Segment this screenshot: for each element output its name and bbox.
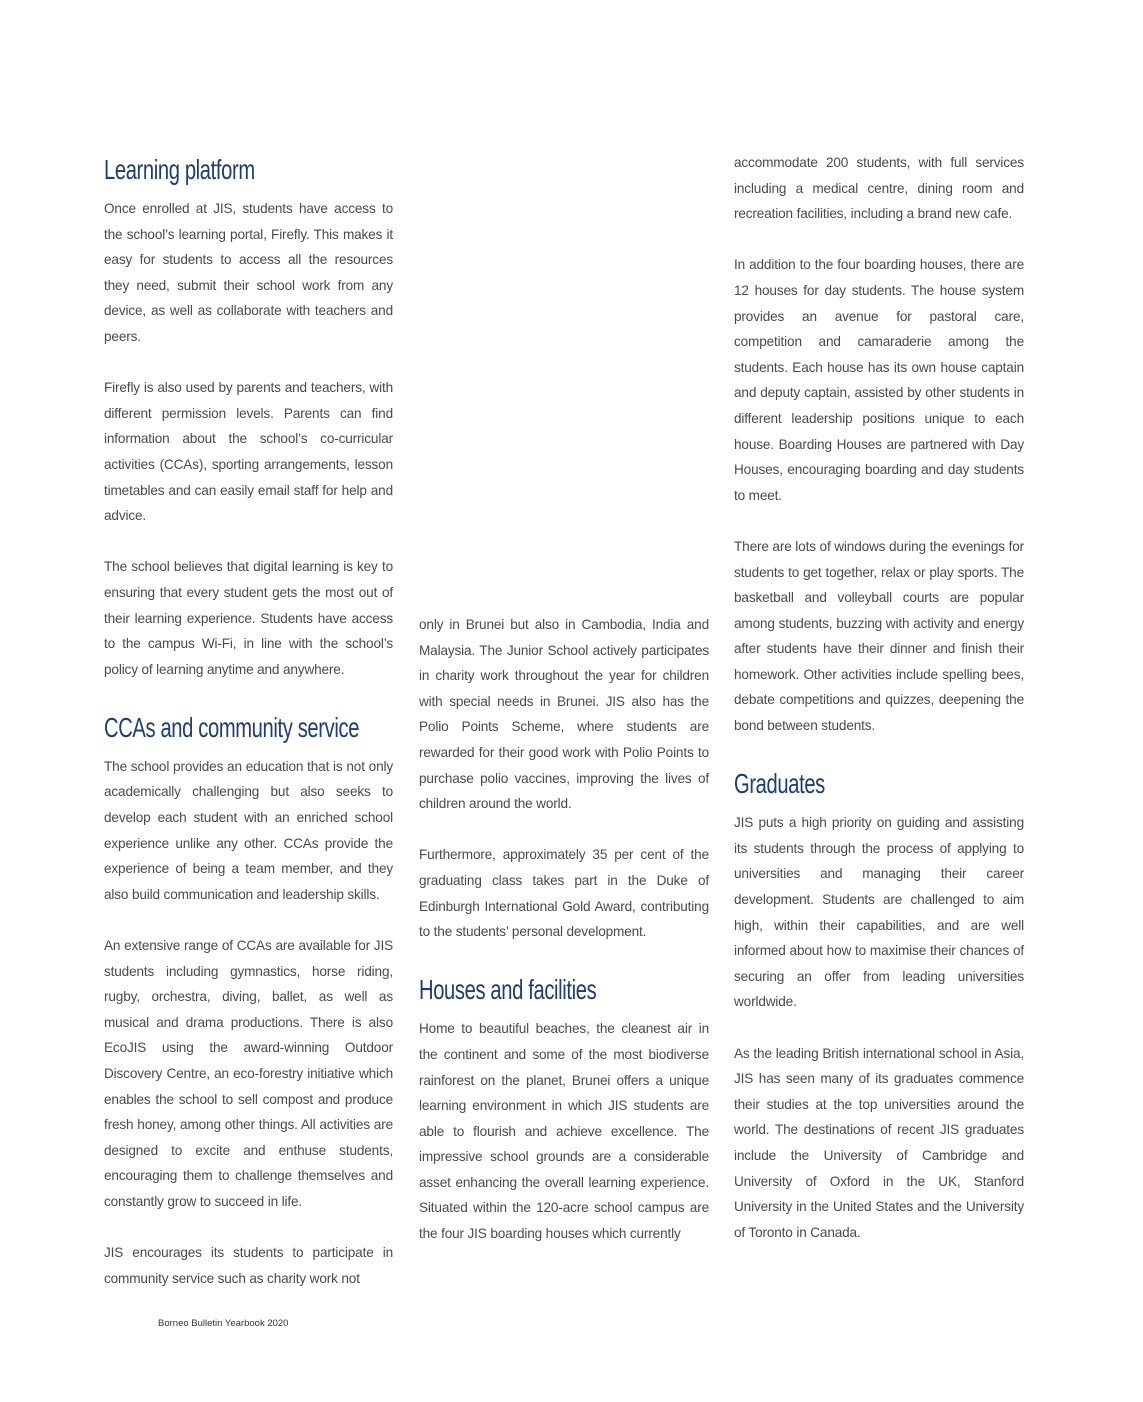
heading-houses-facilities: Houses and facilities — [419, 974, 597, 1006]
paragraph: Firefly is also used by parents and teachers, with different permission levels. Parents can find information about the school’s co-curricular activities (CCAs), sporting arrangements, lesson timetables and can easily email staff for help and advice. — [104, 380, 393, 524]
paragraph: The school believes that digital learning is key to ensuring that every student gets the most out of their learning experience. Students have access to the campus Wi-Fi, in line with the school’s policy of learning anytime and anywhere. — [104, 559, 393, 677]
paragraph: As the leading British international school in Asia, JIS has seen many of its graduates commence their studies at the top universities around the world. The destinations of recent JIS graduates include the University of Cambridge and University of Oxford in the UK, Stanford University in the United States and the University of Toronto in Canada. — [734, 1045, 1024, 1240]
paragraph: Furthermore, approximately 35 per cent of the graduating class takes part in the Duke of Edinburgh International Gold Award, contributing to the students’ personal development. — [419, 847, 709, 940]
paragraph: JIS puts a high priority on guiding and assisting its students through the process of applying to universities and managing their career development. Students are challenged to aim high, within their capabilities, and are well informed about how to maximise their chances of securing an offer from leading universities worldwide. — [734, 815, 1024, 1010]
column-2 — [419, 612, 709, 1272]
paragraph: There are lots of windows during the evenings for students to get together, relax or play sports. The basketball and volleyball courts are popular among students, buzzing with activity and energy after students have their dinner and finish their homework. Other activities include spelling bees, debate competitions and quizzes, deepening the bond between students. — [734, 538, 1024, 734]
heading-learning-platform: Learning platform — [104, 154, 255, 185]
paragraph: In addition to the four boarding houses, there are 12 houses for day students. The house system provides an avenue for pastoral care, competition and camaraderie among the students. Each house has its own house captain and deputy captain, assisted by other students in different leadership positions unique to each house. Boarding Houses are partnered with Day Houses, encouraging boarding and day students to meet. — [734, 257, 1024, 503]
paragraph: The school provides an education that is not only academically challenging but also seeks to develop each student with an enriched school experience unlike any other. CCAs provide the experience of being a team member, and they also build communication and leadership skills. — [104, 758, 393, 902]
paragraph: Home to beautiful beaches, the cleanest air in the continent and some of the most biodiverse rainforest on the planet, Brunei offers a unique learning environment in which JIS students are able to flourish and achieve excellence. The impressive school grounds are a considerable asset enhancing the overall learning experience. Situated within the 120-acre school campus are the four JIS boarding houses which currently — [419, 1021, 709, 1242]
paragraph: An extensive range of CCAs are available for JIS students including gymnastics, horse riding, rugby, orchestra, diving, ballet, as well as musical and drama productions. There is also EcoJIS using the award-winning Outdoor Discovery Centre, an eco-forestry initiative which enables the school to sell compost and produce fresh honey, among other things. All activities are designed to excite and enthuse students, encouraging them to challenge themselves and constantly grow to succeed in life. — [104, 938, 393, 1209]
column-1 — [104, 150, 393, 1317]
heading-ccas-community-service: CCAs and community service — [104, 711, 360, 743]
paragraph: JIS encourages its students to participate in community service such as charity work not — [104, 1245, 393, 1286]
paragraph: Once enrolled at JIS, students have access to the school’s learning portal, Firefly. This makes it easy for students to access all the resources they need, submit their school work from any device, as well as collaborate with teachers and peers. — [104, 201, 393, 344]
page-footer: Borneo Bulletin Yearbook 2020 — [158, 1318, 289, 1329]
paragraph: only in Brunei but also in Cambodia, India and Malaysia. The Junior School actively participates in charity work throughout the year for children with special needs in Brunei. JIS also has the Polio Points Scheme, where students are rewarded for their good work with Polio Points to purchase polio vaccines, improving the lives of children around the world. — [419, 617, 709, 812]
paragraph: accommodate 200 students, with full services including a medical centre, dining room and recreation facilities, including a brand new cafe. — [734, 155, 1024, 222]
heading-graduates: Graduates — [734, 768, 825, 800]
column-3 — [734, 150, 1024, 1271]
